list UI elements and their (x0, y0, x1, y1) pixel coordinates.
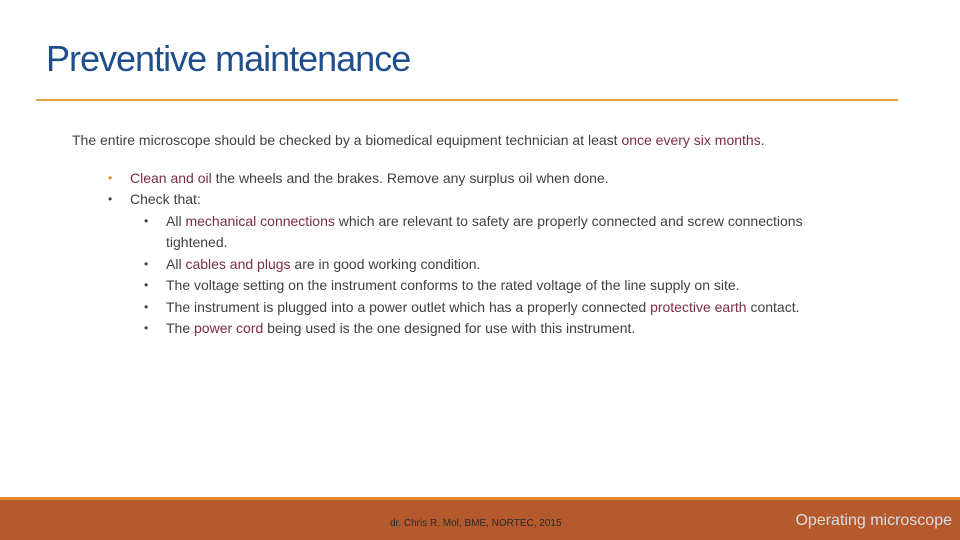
bullet-glyph: • (144, 321, 149, 335)
sub-bullet-prefix: All (166, 212, 186, 229)
slide-body (72, 130, 862, 340)
bullet-text: Check that: (130, 191, 201, 207)
sub-bullet-text: contact. (746, 298, 800, 315)
sub-bullet-prefix: The instrument is plugged into a power outlet which has a properly connected (166, 298, 651, 315)
sub-bullet-mechanical-connections (72, 211, 862, 254)
sub-bullet-highlight: cables and plugs (185, 255, 291, 272)
sub-bullet-highlight: mechanical connections (185, 212, 335, 229)
sub-bullet-prefix: The (166, 320, 195, 336)
footer-credit: dr. Chris R. Mol, BME, NORTEC, 2015 (390, 518, 562, 529)
bullet-check-that (72, 189, 862, 211)
slide-title: Preventive maintenance (46, 38, 411, 79)
bullet-glyph: • (108, 170, 113, 185)
bullet-text: the wheels and the brakes. Remove any surplus oil when done. (211, 169, 609, 186)
bullet-highlight: Clean and oil (130, 169, 212, 186)
title-divider (36, 99, 898, 101)
sub-bullet-cables-plugs (72, 254, 862, 276)
sub-bullet-voltage-setting (72, 275, 862, 297)
bullet-glyph: • (144, 299, 149, 314)
bullet-list (72, 168, 862, 340)
sub-bullet-highlight: protective earth (650, 298, 747, 315)
footer-topic: Operating microscope (795, 512, 952, 529)
sub-bullet-text: are in good working condition. (290, 255, 481, 272)
bullet-glyph: • (144, 278, 149, 292)
sub-bullet-highlight: power cord (194, 320, 264, 336)
intro-highlight: once every six months (621, 132, 761, 148)
sub-bullet-protective-earth (72, 297, 862, 319)
bullet-glyph: • (108, 192, 113, 206)
sub-bullet-power-cord (72, 318, 862, 340)
intro-text: The entire microscope should be checked by a biomedical equipment technician at least (72, 132, 622, 148)
intro-paragraph (72, 130, 862, 152)
sub-bullet-text: being used is the one designed for use with this instrument. (263, 320, 636, 336)
sub-bullet-text: which are relevant to safety are properly connected and screw connections tightened. (166, 212, 803, 250)
bullet-glyph: • (144, 213, 149, 228)
sub-bullet-prefix: All (166, 255, 186, 272)
sub-bullet-prefix: The voltage setting on the instrument conforms to the rated voltage of the line supply on site. (166, 277, 740, 293)
bullet-glyph: • (144, 256, 149, 271)
bullet-clean-oil (72, 168, 862, 190)
intro-end: . (760, 132, 765, 148)
